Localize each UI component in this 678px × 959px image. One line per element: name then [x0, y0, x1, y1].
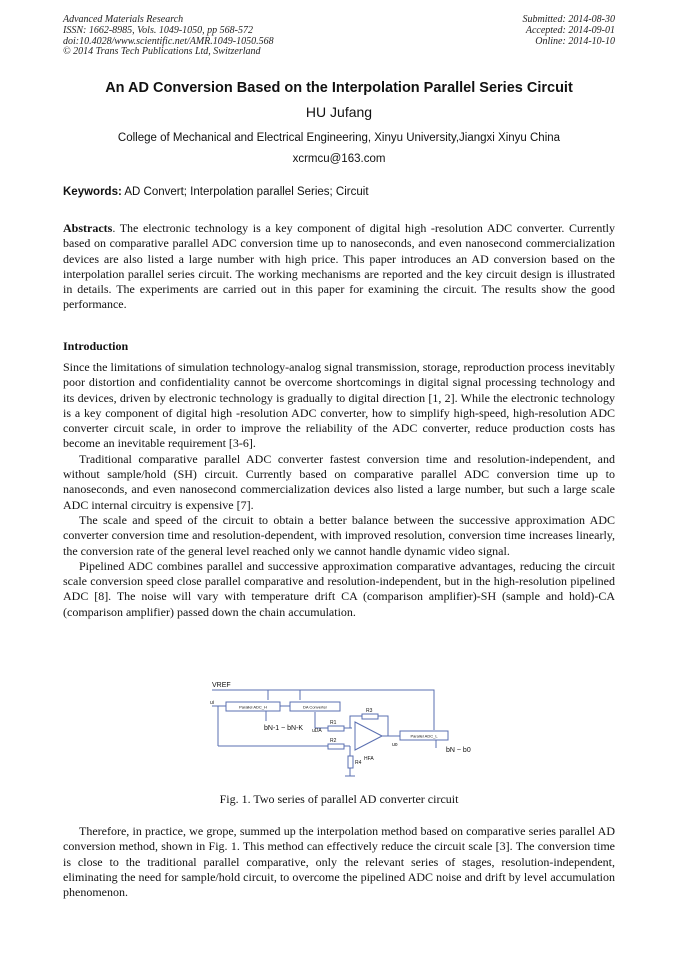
ui-label: ui — [210, 700, 214, 706]
abstract — [63, 221, 615, 313]
r4-label: R4 — [355, 760, 362, 766]
issn: ISSN: 1662-8985, Vols. 1049-1050, pp 568-572 — [63, 24, 253, 36]
paragraph: The scale and speed of the circuit to obtain a better balance between the successive approximation ADC converter conversion time and resolution-dependent, with improved resolution, conversion time increases linearly, the conversion rate of the general level reached only we cannot handle dynamic video signal. — [63, 512, 615, 558]
keywords-text: AD Convert; Interpolation parallel Series; Circuit — [121, 186, 369, 198]
keywords — [63, 186, 615, 198]
section-heading-introduction: Introduction — [63, 339, 129, 353]
journal-header — [63, 15, 274, 58]
paper-title: An AD Conversion Based on the Interpolation Parallel Series Circuit — [105, 80, 573, 96]
uo-label: uo — [392, 742, 398, 748]
closing-body — [63, 824, 615, 900]
introduction-body — [63, 360, 615, 620]
r3-label: R3 — [366, 708, 373, 714]
abstract-text: . The electronic technology is a key component of digital high -resolution ADC converter. Currently based on comparative parallel ADC conversion time up to nanoseconds, and even nanosecond commercialization devices are also listed a large number with high price. This paper introduces an AD conversion based on the interpolation parallel series circuit. The working mechanisms are reported and the key circuit design is illustrated in details. The experiments are carried out in this paper for examining the circuit. The results show the good performance. — [63, 221, 615, 312]
paragraph: Since the limitations of simulation technology-analog signal transmission, storage, reproduction process inevitably poor distortion and confidentiality cannot be overcome shortcomings in digital signal processing technology and its devices, driven by electronic technology is gradually to digital direction [1, 2]. While the electronic technology is a key component of digital high -resolution ADC converter, how to simplify high-speed, high-resolution ADC converter circuit scale, in order to improve the reliability of the ADC converter, reduce production costs has become an inevitable requirement [3-6]. — [63, 360, 615, 451]
da-converter-label: DA Converter — [302, 704, 328, 710]
paragraph: Traditional comparative parallel ADC converter fastest conversion time and resolution-independent, and without sample/hold (SH) circuit. Currently based on comparative parallel ADC conversion time up to nanoseconds, and even nanosecond commercialization devices also listed a large number, but such a large scale ADC internal circuitry is expensive [7]. — [63, 451, 615, 512]
uda-label: uDA — [312, 728, 322, 734]
online-date: Online: 2014-10-10 — [535, 35, 615, 47]
circuit-figure — [200, 676, 480, 788]
paragraph: Pipelined ADC combines parallel and successive approximation comparative advantages, reducing the circuit scale conversion speed close parallel comparative and resolution-independent, but in the high-resolution pipelined ADC [8]. The noise will vary with temperature drift CA (comparison amplifier)-SH (sample and hold)-CA (comparison amplifier) passed down the chain accumulation. — [63, 558, 615, 619]
high-bits-label: bN-1 ~ bN-K — [264, 725, 304, 732]
submitted-date: Submitted: 2014-08-30 — [522, 14, 615, 25]
doi: doi:10.4028/www.scientific.net/AMR.1049-1050.568 — [63, 35, 274, 47]
hfa-label: HFA — [364, 756, 374, 762]
vref-label: VREF — [212, 682, 231, 689]
email: xcrmcu@163.com — [292, 153, 386, 165]
figure-caption: Fig. 1. Two series of parallel AD converter circuit — [219, 792, 459, 806]
adc-h-label: Parallel ADC_H — [239, 704, 267, 710]
abstract-label: Abstracts — [63, 221, 113, 235]
accepted-date: Accepted: 2014-09-01 — [525, 24, 615, 36]
paragraph: Therefore, in practice, we grope, summed up the interpolation method based on comparative series parallel AD conversion method, shown in Fig. 1. This method can effectively reduce the circuit scale [3]. The conversion time is close to the traditional parallel comparative, only the relevant series of stages, resolution-independent, eliminating the need for sample/hold circuit, to overcome the pipelined ADC noise and drift by level accumulation phenomenon. — [63, 824, 615, 900]
adc-l-label: Parallel ADC_L — [410, 733, 438, 739]
r1-label: R1 — [330, 720, 337, 726]
low-bits-label: bN ~ b0 — [446, 747, 471, 754]
r2-label: R2 — [330, 738, 337, 744]
copyright: © 2014 Trans Tech Publications Ltd, Switzerland — [63, 46, 261, 58]
dates-header — [523, 15, 616, 47]
journal-name: Advanced Materials Research — [63, 14, 184, 25]
keywords-label: Keywords: — [63, 186, 122, 198]
author: HU Jufang — [305, 104, 373, 120]
affiliation: College of Mechanical and Electrical Engineering, Xinyu University,Jiangxi Xinyu China — [117, 132, 561, 144]
